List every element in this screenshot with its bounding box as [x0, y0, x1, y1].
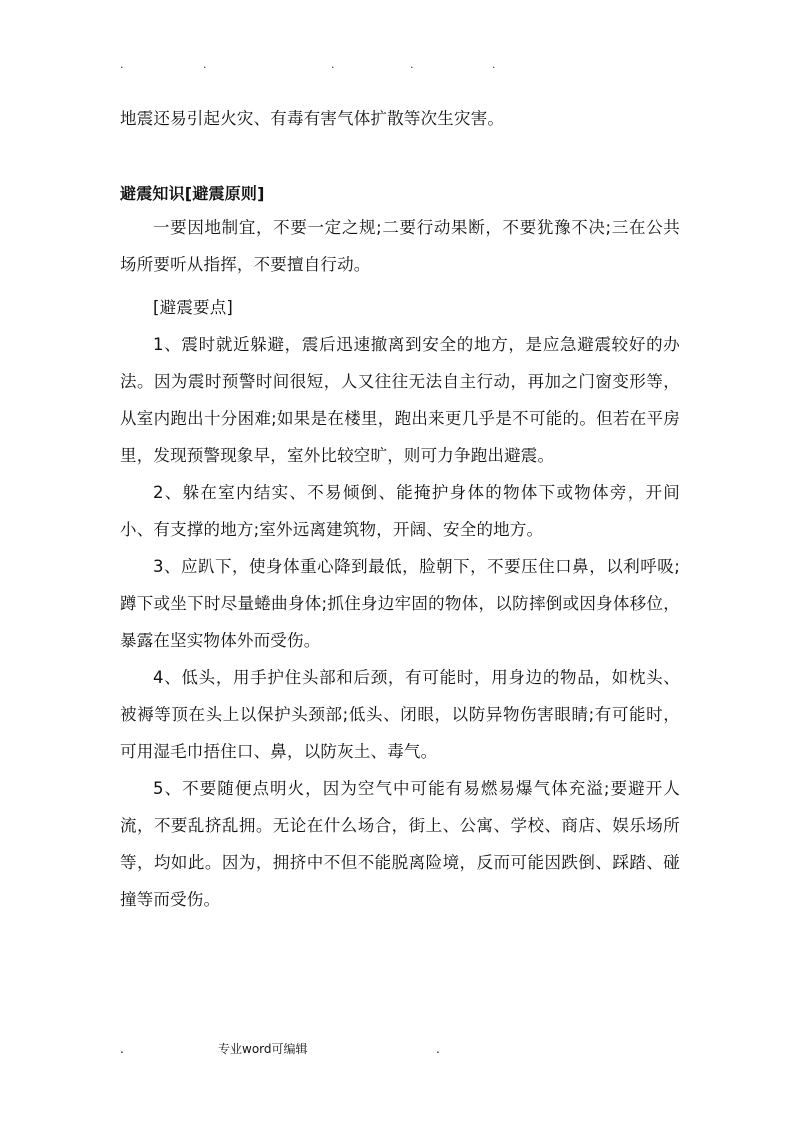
header-dots: [0, 58, 794, 72]
principle-paragraph: 一要因地制宜，不要一定之规;二要行动果断，不要犹豫不决;三在公共场所要听从指挥，不要擅自行动。: [120, 218, 680, 274]
section-heading: 避震知识[避震原则]: [120, 184, 265, 203]
points-subheading: [避震要点]: [153, 298, 234, 317]
header-dot: .: [203, 58, 207, 71]
header-dot: .: [120, 58, 124, 71]
header-dot: .: [492, 58, 496, 71]
footer-label: 专业word可编辑: [218, 1042, 308, 1056]
point-paragraph-3: 3、应趴下，使身体重心降到最低，脸朝下，不要压住口鼻，以利呼吸;蹲下或坐下时尽量蜷曲身体;抓住身边牢固的物体，以防摔倒或因身体移位，暴露在坚实物体外而受伤。: [120, 557, 680, 650]
header-dot: .: [331, 58, 335, 71]
point-paragraph-2: 2、躲在室内结实、不易倾倒、能掩护身体的物体下或物体旁，开间小、有支撑的地方;室外远离建筑物，开阔、安全的地方。: [120, 483, 680, 539]
point-paragraph-4: 4、低头，用手护住头部和后颈，有可能时，用身边的物品，如枕头、被褥等顶在头上以保护头颈部;低头、闭眼，以防异物伤害眼睛;有可能时，可用湿毛巾捂住口、鼻，以防灰土、毒气。: [120, 668, 680, 761]
footer-left-dot: .: [120, 1042, 124, 1056]
intro-paragraph: 地震还易引起火灾、有毒有害气体扩散等次生灾害。: [120, 109, 505, 128]
footer-right-dot: .: [436, 1042, 440, 1056]
document-body: [120, 100, 680, 918]
point-paragraph-1: 1、震时就近躲避，震后迅速撤离到安全的地方，是应急避震较好的办法。因为震时预警时间很短，人又往往无法自主行动，再加之门窗变形等，从室内跑出十分困难;如果是在楼里，跑出来更几乎是不可能的。但若在平房里，发现预警现象早，室外比较空旷，则可力争跑出避震。: [120, 335, 680, 465]
header-dot: .: [410, 58, 414, 71]
page-footer: [0, 1041, 794, 1057]
point-paragraph-5: 5、不要随便点明火，因为空气中可能有易燃易爆气体充溢;要避开人流，不要乱挤乱拥。无论在什么场合，街上、公寓、学校、商店、娱乐场所等，均如此。因为，拥挤中不但不能脱离险境，反而可能因跌倒、踩踏、碰撞等而受伤。: [120, 779, 680, 909]
